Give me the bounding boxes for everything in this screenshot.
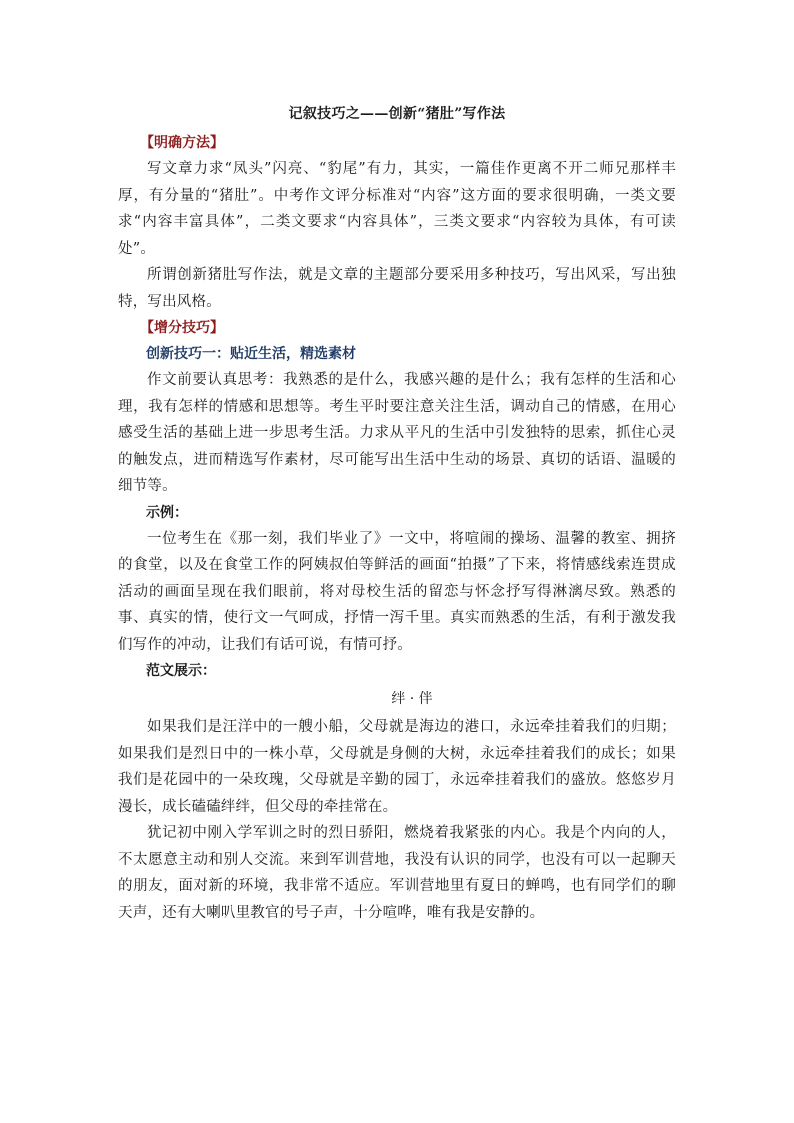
section-heading-method: 【明确方法】 xyxy=(140,135,224,151)
document-title: 记叙技巧之——创新“猪肚”写作法 xyxy=(288,106,506,122)
paragraph: 一位考生在《那一刻，我们毕业了》一文中，将喧闹的操场、温馨的教室、拥挤的食堂，以及在食堂工作的阿姨叔伯等鲜活的画面“拍摄”了下来，将情感线索连贯成活动的画面呈现在我们眼前，将对母校生活的留恋与怀念抒写得淋漓尽致。熟悉的事、真实的情，使行文一气呵成，抒情一泻千里。真实而熟悉的生活，有利于激发我们写作的冲动，让我们有话可说，有情可抒。 xyxy=(118,530,676,653)
paragraph: 犹记初中刚入学军训之时的烈日骄阳，燃烧着我紧张的内心。我是个内向的人，不太愿意主动和别人交流。来到军训营地，我没有认识的同学，也没有可以一起聊天的朋友，面对新的环境，我非常不适应。军训营地里有夏日的蝉鸣，也有同学们的聊天声，还有大喇叭里教官的号子声，十分喧哗，唯有我是安静的。 xyxy=(118,825,676,921)
essay-title: 绊 · 伴 xyxy=(391,691,433,707)
example-label: 示例： xyxy=(146,504,188,521)
paragraph: 所谓创新猪肚写作法，就是文章的主题部分要采用多种技巧，写出风采，写出独特，写出风格。 xyxy=(118,267,676,310)
paragraph: 写文章力求“凤头”闪亮、“豹尾”有力，其实，一篇佳作更离不开二师兄那样丰厚，有分量的“猪肚”。中考作文评分标准对“内容”这方面的要求很明确，一类文要求“内容丰富具体”，二类文要求“内容具体”，三类文要求“内容较为具体，有可读处”。 xyxy=(118,161,676,257)
document-body xyxy=(118,130,676,926)
skill-heading-1: 创新技巧一：贴近生活，精选素材 xyxy=(146,346,356,362)
model-essay-label: 范文展示： xyxy=(146,663,216,679)
section-heading-skills: 【增分技巧】 xyxy=(140,320,224,336)
paragraph: 作文前要认真思考：我熟悉的是什么，我感兴趣的是什么；我有怎样的生活和心理，我有怎样的情感和思想等。考生平时要注意关注生活，调动自己的情感，在用心感受生活的基础上进一步思考生活。力求从平凡的生活中引发独特的思索，抓住心灵的触发点，进而精选写作素材，尽可能写出生活中生动的场景、真切的话语、温暖的细节等。 xyxy=(118,372,676,494)
paragraph: 如果我们是汪洋中的一艘小船，父母就是海边的港口，永远牵挂着我们的归期；如果我们是烈日中的一株小草，父母就是身侧的大树，永远牵挂着我们的成长；如果我们是花园中的一朵玫瑰，父母就是辛勤的园丁，永远牵挂着我们的盛放。悠悠岁月漫长，成长磕磕绊绊，但父母的牵挂常在。 xyxy=(118,719,676,815)
